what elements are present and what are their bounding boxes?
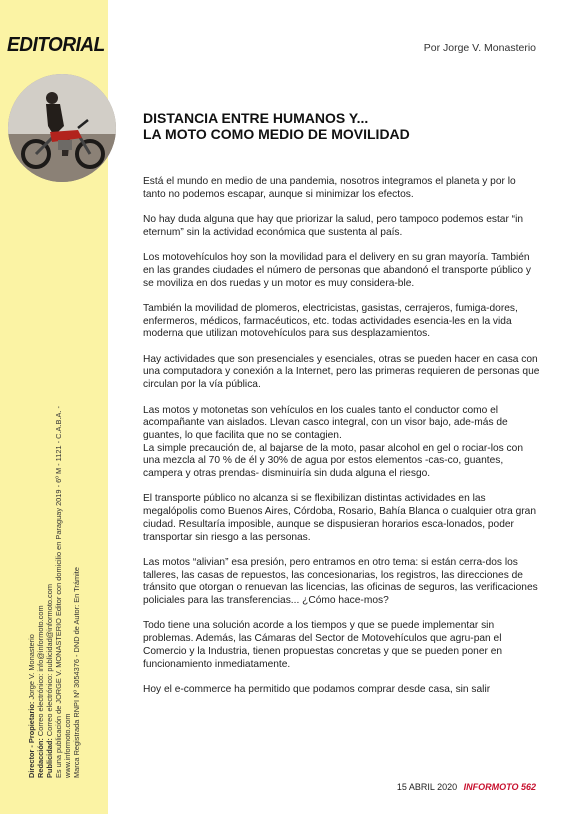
- credit-redaccion: Redacción: Correo electrónico: info@informoto.com: [36, 605, 45, 778]
- credit-director: Director - Propietario: Jorge V. Monasterio: [27, 634, 36, 778]
- credit-trademark: Marca Registrada RNPI Nº 3054376 - DND de Autor: En Trámite: [72, 567, 81, 778]
- motorcycle-photo-image: [8, 74, 116, 182]
- credit-website: www.informoto.com: [63, 713, 72, 778]
- paragraph: Todo tiene una solución acorde a los tiempos y que se puede implementar sin problemas. Además, las Cámaras del Sector de Motovehículos que agru-pan el Comercio y la Industria, tienen propuestas concretas y que se pueden poner en funcionamiento inmediatamente.: [143, 620, 503, 670]
- paragraph: Hay actividades que son presenciales y esenciales, otras se pueden hacer en casa con una computadora y conexión a la Internet, pero las primeras requieren de personas que circulan por la vía pública.: [143, 353, 540, 391]
- credit-publicidad: Publicidad: Correo electrónico: publicidad@informoto.com: [45, 583, 54, 778]
- credit-publisher: Es una publicación de JORGE V. MONASTERIO Editor con domicilio en Paraguay 2019 - 6º M - 1121 - C.A.B.A. -: [54, 406, 63, 778]
- paragraph: Hoy el e-commerce ha permitido que podamos comprar desde casa, sin salir: [143, 683, 491, 695]
- paragraph: Las motos y motonetas son vehículos en los cuales tanto el conductor como el acompañante van aislados. Llevan casco integral, con un visor bajo, ade-más de guantes, lo que facilita que no se contagien.: [143, 404, 508, 441]
- paragraph: Las motos “alivian” esa presión, pero entramos en otro tema: si están cerra-dos los talleres, las casas de repuestos, las concesionarias, los registros, las direcciones de tránsito que otorgan o renuevan las licencias, las oficinas de seguros, las verificaciones policiales para las transferencias... ¿Cómo hace-mos?: [143, 556, 538, 607]
- paragraph: Está el mundo en medio de una pandemia, nosotros integramos el planeta y por lo tanto no podemos escapar, aunque si minimizar los efectos.: [143, 176, 516, 200]
- paragraph: El transporte público no alcanza si se flexibilizan distintas actividades en las megalópolis como Buenos Aires, Córdoba, Rosario, Bahía Blanca o cualquier otra gran ciudad. Resultaría imposible, aunque se dispusieran horarios esca-lonados, poder transportar sin riesgo a las personas.: [143, 493, 537, 543]
- article-headline: [143, 110, 543, 142]
- author-photo: [8, 74, 116, 182]
- section-label: EDITORIAL: [7, 34, 105, 56]
- footer-brand: INFORMOTO 562: [463, 782, 536, 792]
- paragraph: La simple precaución de, al bajarse de la moto, pasar alcohol en gel o rociar-los con una mezcla al 70 % de él y 30% de agua por estos elementos -cas-co, guantes, campera y otras prendas- disminuiría sin duda alguna el riesgo.: [143, 442, 523, 480]
- headline-line-1: DISTANCIA ENTRE HUMANOS Y...: [143, 110, 369, 126]
- paragraph: También la movilidad de plomeros, electricistas, gasistas, cerrajeros, fumiga-dores, enfermeros, médicos, farmacéuticos, etc. todas actividades esencia-les en la vida moderna que utilizan motovehículos para sus desplazamientos.: [143, 302, 518, 340]
- masthead-credits: [27, 218, 81, 778]
- paragraph: No hay duda alguna que hay que priorizar la salud, pero tampoco podemos estar “in eternum” sin la actividad económica que sustenta al país.: [143, 214, 524, 238]
- footer-date: 15 ABRIL 2020: [396, 782, 458, 792]
- author-byline: Por Jorge V. Monasterio: [423, 42, 536, 54]
- paragraph: Los motovehículos hoy son la movilidad para el delivery en su gran mayoría. También en las grandes ciudades el número de personas que abandonó el transporte público y se moviliza en dos ruedas y un motor es muy considera-ble.: [143, 252, 531, 289]
- headline-line-2: LA MOTO COMO MEDIO DE MOVILIDAD: [143, 126, 410, 142]
- article-body: [143, 176, 541, 709]
- page-footer: [397, 782, 536, 792]
